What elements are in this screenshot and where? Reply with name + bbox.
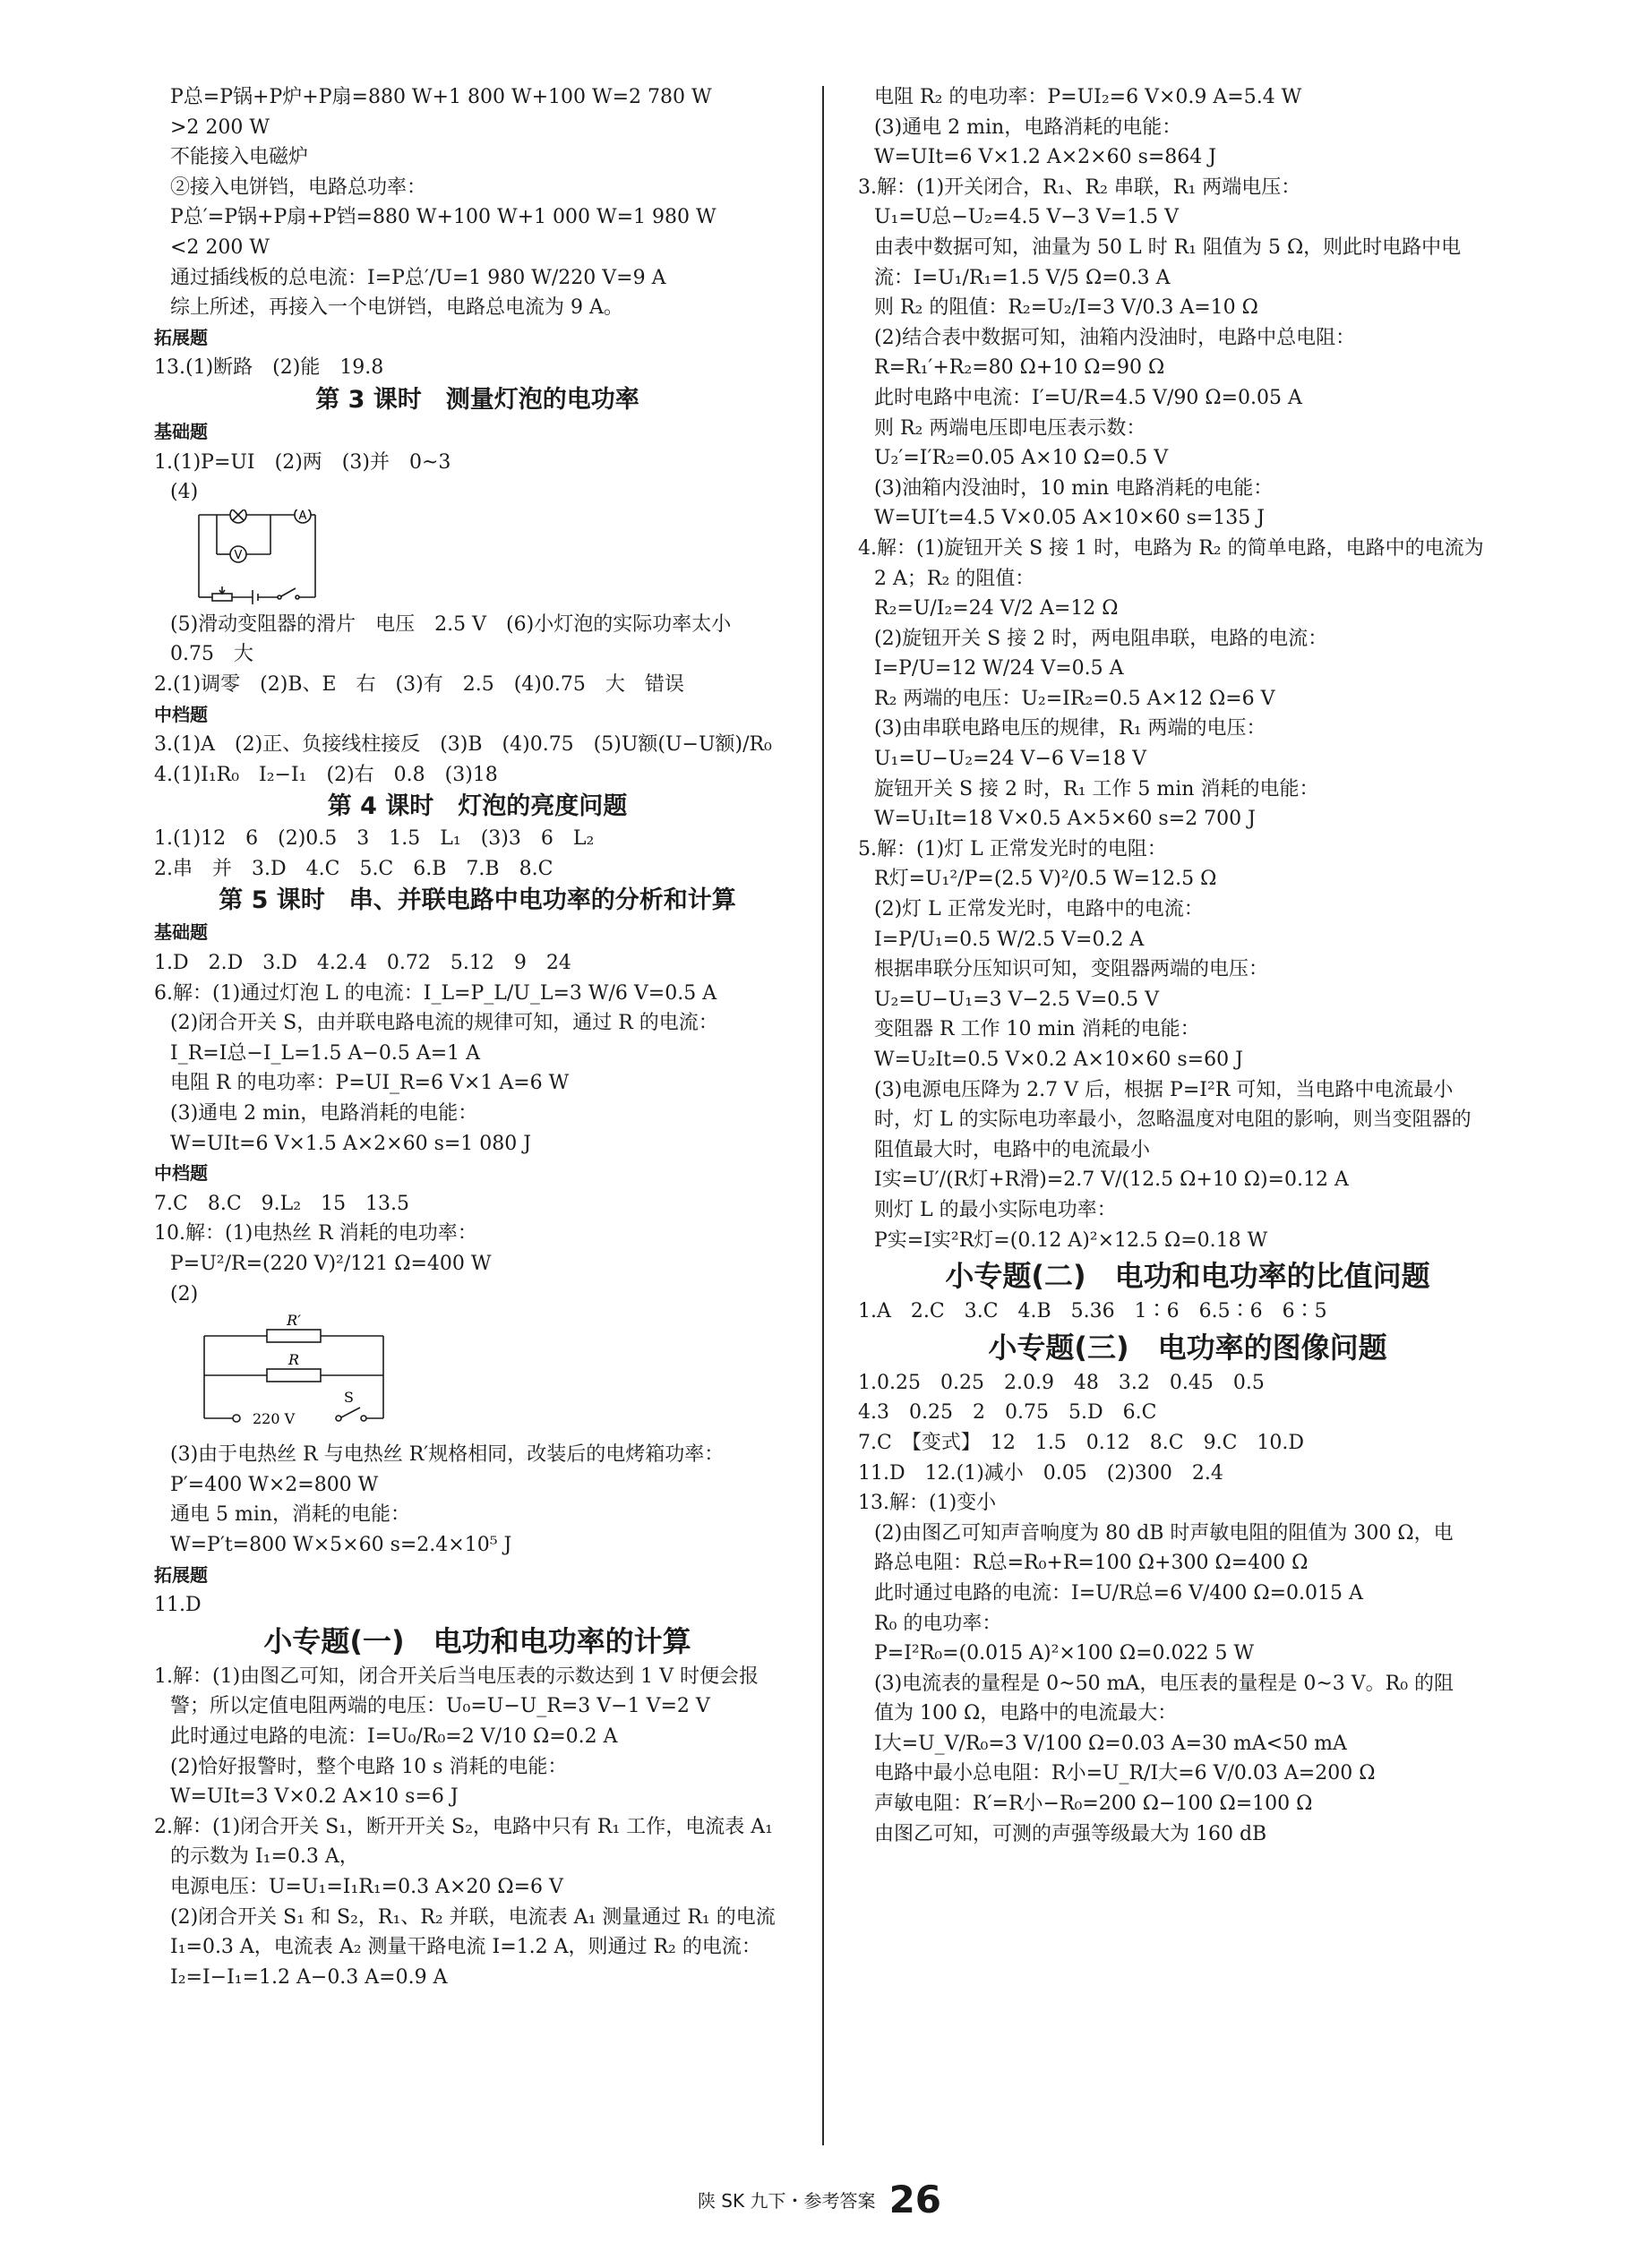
answer-line: (2)结合表中数据可知，油箱内没油时，电路中总电阻： (874, 326, 1356, 349)
answer-line: 1.解：(1)由图乙可知，闭合开关后当电压表的示数达到 1 V 时便会报 (154, 1665, 759, 1688)
difficulty-label: 中档题 (154, 703, 208, 725)
answer-line: (3)油箱内没油时，10 min 电路消耗的电能： (874, 476, 1274, 500)
answer-line: <2 200 W (170, 235, 270, 259)
answer-line: 4.3 0.25 2 0.75 5.D 6.C (858, 1401, 1157, 1425)
answer-line: 此时通过电路的电流：I=U₀/R₀=2 V/10 Ω=0.2 A (170, 1725, 618, 1748)
page-footer (0, 2178, 1639, 2221)
answer-line: R=R₁′+R₂=80 Ω+10 Ω=90 Ω (874, 356, 1165, 380)
answer-line: 13.解：(1)变小 (858, 1492, 997, 1515)
difficulty-label: 中档题 (154, 1162, 208, 1185)
answer-line: 13.(1)断路 (2)能 19.8 (154, 356, 384, 380)
answer-column-right (858, 82, 1517, 1849)
answer-line: I=P/U₁=0.5 W/2.5 V=0.2 A (874, 928, 1145, 951)
resistor-r-label: R (287, 1351, 300, 1369)
answer-line: 根据串联分压知识可知，变阻器两端的电压： (874, 958, 1269, 981)
answer-line: 通过插线板的总电流：I=P总′/U=1 980 W/220 V=9 A (170, 266, 666, 289)
answer-line: P=I²R₀=(0.015 A)²×100 Ω=0.022 5 W (874, 1642, 1255, 1665)
footer-label: 陕 SK 九下・参考答案 (697, 2190, 876, 2212)
answer-line: 0.75 大 (170, 643, 253, 666)
answer-line: (2)由图乙可知声音响度为 80 dB 时声敏电阻的阻值为 300 Ω，电 (874, 1521, 1454, 1545)
answer-line: (2)灯 L 正常发光时，电路中的电流： (874, 898, 1204, 921)
answer-line: 1.D 2.D 3.D 4.2.4 0.72 5.12 9 24 (154, 952, 571, 975)
answer-line: W=UI′t=4.5 V×0.05 A×10×60 s=135 J (874, 507, 1266, 530)
answer-line: P实=I实²R灯=(0.12 A)²×12.5 Ω=0.18 W (874, 1228, 1268, 1252)
answer-line: I₁=0.3 A，电流表 A₂ 测量干路电流 I=1.2 A，则通过 R₂ 的电流： (170, 1936, 761, 1959)
answer-line: 3.(1)A (2)正、负接线柱接反 (3)B (4)0.75 (5)U额(U−U额)/R₀ (154, 733, 772, 757)
answer-line: 变阻器 R 工作 10 min 消耗的电能： (874, 1018, 1200, 1041)
answer-line: 阻值最大时，电路中的电流最小 (874, 1138, 1151, 1161)
answer-line: (4) (170, 481, 199, 504)
page-number: 26 (888, 2178, 942, 2221)
answer-line: P总=P锅+P炉+P扇=880 W+1 800 W+100 W=2 780 W (170, 86, 712, 108)
answer-line: 值为 100 Ω，电路中的电流最大： (874, 1702, 1178, 1725)
answer-line: W=U₁It=18 V×0.5 A×5×60 s=2 700 J (874, 808, 1256, 831)
answer-line: (3)通电 2 min，电路消耗的电能： (170, 1102, 478, 1125)
answer-line: (3)由于电热丝 R 与电热丝 R′规格相同，改装后的电烤箱功率： (170, 1443, 725, 1467)
answer-line: 2.(1)调零 (2)B、E 右 (3)有 2.5 (4)0.75 大 错误 (154, 672, 684, 696)
topic-heading: 小专题(二) 电功和电功率的比值问题 (945, 1259, 1430, 1294)
answer-line: 11.D (154, 1594, 202, 1617)
answer-line: R₂ 两端的电压：U₂=IR₂=0.5 A×12 Ω=6 V (874, 687, 1275, 710)
answer-line: 通电 5 min，消耗的电能： (170, 1503, 411, 1527)
lesson-heading: 第 5 课时 串、并联电路中电功率的分析和计算 (219, 886, 736, 915)
answer-line: R₂=U/I₂=24 V/2 A=12 Ω (874, 597, 1119, 620)
answer-line: (3)通电 2 min，电路消耗的电能： (874, 116, 1182, 139)
answer-line: R₀ 的电功率： (874, 1612, 1002, 1635)
voltmeter-symbol-label: V (234, 548, 243, 562)
answer-line: (3)由串联电路电压的规律，R₁ 两端的电压： (874, 717, 1266, 740)
answer-line: 1.(1)12 6 (2)0.5 3 1.5 L₁ (3)3 6 L₂ (154, 827, 595, 851)
answer-line: 1.(1)P=UI (2)两 (3)并 0~3 (154, 450, 451, 474)
answer-line: 不能接入电磁炉 (170, 146, 309, 169)
answer-line: (5)滑动变阻器的滑片 电压 2.5 V (6)小灯泡的实际功率太小 (170, 612, 732, 636)
oven-heater-circuit-diagram (181, 1311, 405, 1436)
answer-line: U₁=U−U₂=24 V−6 V=18 V (874, 748, 1147, 771)
answer-line: 6.解：(1)通过灯泡 L 的电流：I_L=P_L/U_L=3 W/6 V=0.5 A (154, 981, 717, 1005)
answer-line: 2 A；R₂ 的阻值： (874, 567, 1035, 590)
answer-line: 时，灯 L 的实际电功率最小，忽略温度对电阻的影响，则当变阻器的 (874, 1108, 1472, 1132)
answer-line: U₂=U−U₁=3 V−2.5 V=0.5 V (874, 988, 1160, 1011)
answer-line: 电阻 R₂ 的电功率：P=UI₂=6 V×0.9 A=5.4 W (874, 86, 1302, 108)
answer-line: 3.解：(1)开关闭合，R₁、R₂ 串联，R₁ 两端电压： (858, 175, 1301, 199)
lamp-measurement-circuit-diagram (181, 509, 342, 606)
lesson-heading: 第 3 课时 测量灯泡的电功率 (315, 385, 639, 414)
answer-line: (2)恰好报警时，整个电路 10 s 消耗的电能： (170, 1755, 568, 1778)
answer-line: 流：I=U₁/R₁=1.5 V/5 Ω=0.3 A (874, 266, 1171, 289)
answer-line: 7.C 【变式】 12 1.5 0.12 8.C 9.C 10.D (858, 1431, 1305, 1454)
supply-voltage-label: 220 V (253, 1410, 296, 1428)
answer-line: 则 R₂ 的阻值：R₂=U₂/I=3 V/0.3 A=10 Ω (874, 296, 1258, 320)
answer-line: I大=U_V/R₀=3 V/100 Ω=0.03 A=30 mA<50 mA (874, 1732, 1347, 1755)
answer-line: >2 200 W (170, 116, 270, 139)
answer-line: 5.解：(1)灯 L 正常发光时的电阻： (858, 837, 1167, 860)
answer-line: W=UIt=3 V×0.2 A×10 s=6 J (170, 1785, 459, 1809)
answer-line: 4.解：(1)旋钮开关 S 接 1 时，电路为 R₂ 的简单电路，电路中的电流为 (858, 536, 1484, 560)
answer-line: 电源电压：U=U₁=I₁R₁=0.3 A×20 Ω=6 V (170, 1875, 563, 1898)
answer-line: W=UIt=6 V×1.5 A×2×60 s=1 080 J (170, 1132, 532, 1155)
ammeter-symbol-label: A (298, 509, 307, 523)
answer-line: I₂=I−I₁=1.2 A−0.3 A=0.9 A (170, 1965, 448, 1989)
answer-line: 电路中最小总电阻：R小=U_R/I大=6 V/0.03 A=200 Ω (874, 1762, 1376, 1785)
difficulty-label: 基础题 (154, 420, 208, 442)
answer-line: R灯=U₁²/P=(2.5 V)²/0.5 W=12.5 Ω (874, 868, 1217, 891)
answer-line: 则灯 L 的最小实际电功率： (874, 1198, 1117, 1221)
answer-line: 旋钮开关 S 接 2 时，R₁ 工作 5 min 消耗的电能： (874, 777, 1319, 800)
answer-line: 电阻 R 的电功率：P=UI_R=6 V×1 A=6 W (170, 1072, 570, 1095)
answer-line: U₂′=I′R₂=0.05 A×10 Ω=0.5 V (874, 447, 1169, 470)
answer-line: 由表中数据可知，油量为 50 L 时 R₁ 阻值为 5 Ω，则此时电路中电 (874, 235, 1462, 259)
answer-line: P′=400 W×2=800 W (170, 1473, 379, 1496)
answer-line: I实=U′/(R灯+R滑)=2.7 V/(12.5 Ω+10 Ω)=0.12 A (874, 1168, 1349, 1192)
lesson-heading: 第 4 课时 灯泡的亮度问题 (327, 792, 628, 821)
answer-column-left (154, 82, 801, 1992)
answer-line: 2.解：(1)闭合开关 S₁，断开开关 S₂，电路中只有 R₁ 工作，电流表 A₁ (154, 1815, 773, 1838)
answer-line: 的示数为 I₁=0.3 A， (170, 1845, 359, 1869)
answer-line: P总′=P锅+P扇+P铛=880 W+100 W+1 000 W=1 980 W (170, 206, 717, 229)
answer-line: (2)旋钮开关 S 接 2 时，两电阻串联，电路的电流： (874, 627, 1328, 650)
answer-line: I=P/U=12 W/24 V=0.5 A (874, 657, 1124, 680)
answer-line: (3)电流表的量程是 0~50 mA，电压表的量程是 0~3 V。R₀ 的阻 (874, 1672, 1455, 1695)
answer-line: W=P′t=800 W×5×60 s=2.4×10⁵ J (170, 1533, 512, 1556)
answer-line: 则 R₂ 两端电压即电压表示数： (874, 416, 1146, 440)
answer-line: 11.D 12.(1)减小 0.05 (2)300 2.4 (858, 1461, 1223, 1485)
answer-line: I_R=I总−I_L=1.5 A−0.5 A=1 A (170, 1041, 481, 1065)
answer-line: (3)电源电压降为 2.7 V 后，根据 P=I²R 可知，当电路中电流最小 (874, 1078, 1454, 1101)
answer-line: ②接入电饼铛，电路总功率： (170, 175, 427, 199)
answer-line: 2.串 并 3.D 4.C 5.C 6.B 7.B 8.C (154, 857, 553, 880)
answer-line: 综上所述，再接入一个电饼铛，电路总电流为 9 A。 (170, 296, 623, 320)
answer-line: 由图乙可知，可测的声强等级最大为 160 dB (874, 1822, 1267, 1845)
answer-line: 1.A 2.C 3.C 4.B 5.36 1∶6 6.5∶6 6∶5 (858, 1300, 1327, 1323)
difficulty-label: 拓展题 (154, 1563, 208, 1586)
answer-line: 声敏电阻：R′=R小−R₀=200 Ω−100 Ω=100 Ω (874, 1793, 1313, 1816)
answer-line: 4.(1)I₁R₀ I₂−I₁ (2)右 0.8 (3)18 (154, 763, 498, 786)
answer-line: (2)闭合开关 S₁ 和 S₂，R₁、R₂ 并联，电流表 A₁ 测量通过 R₁ 的电流 (170, 1905, 776, 1929)
answer-line: U₁=U总−U₂=4.5 V−3 V=1.5 V (874, 206, 1180, 229)
answer-line: (2)闭合开关 S，由并联电路电流的规律可知，通过 R 的电流： (170, 1012, 718, 1035)
answer-line: (2) (170, 1282, 199, 1305)
answer-line: 7.C 8.C 9.L₂ 15 13.5 (154, 1192, 410, 1215)
column-divider (822, 86, 824, 2145)
switch-label: S (344, 1389, 354, 1407)
answer-line: P=U²/R=(220 V)²/121 Ω=400 W (170, 1253, 492, 1275)
answer-line: W=U₂It=0.5 V×0.2 A×10×60 s=60 J (874, 1048, 1243, 1071)
answer-line: 警；所以定值电阻两端的电压：U₀=U−U_R=3 V−1 V=2 V (170, 1695, 710, 1718)
answer-line: 路总电阻：R总=R₀+R=100 Ω+300 Ω=400 Ω (874, 1552, 1309, 1575)
answer-line: 此时电路中电流：I′=U/R=4.5 V/90 Ω=0.05 A (874, 386, 1302, 409)
topic-heading: 小专题(三) 电功率的图像问题 (988, 1330, 1387, 1365)
answer-line: 1.0.25 0.25 2.0.9 48 3.2 0.45 0.5 (858, 1371, 1265, 1394)
difficulty-label: 拓展题 (154, 326, 208, 348)
answer-line: W=UIt=6 V×1.2 A×2×60 s=864 J (874, 146, 1217, 169)
resistor-r-prime-label: R′ (287, 1312, 301, 1330)
answer-line: 此时通过电路的电流：I=U/R总=6 V/400 Ω=0.015 A (874, 1581, 1363, 1605)
difficulty-label: 基础题 (154, 921, 208, 944)
topic-heading: 小专题(一) 电功和电功率的计算 (263, 1623, 691, 1658)
answer-line: 10.解：(1)电热丝 R 消耗的电功率： (154, 1222, 477, 1245)
